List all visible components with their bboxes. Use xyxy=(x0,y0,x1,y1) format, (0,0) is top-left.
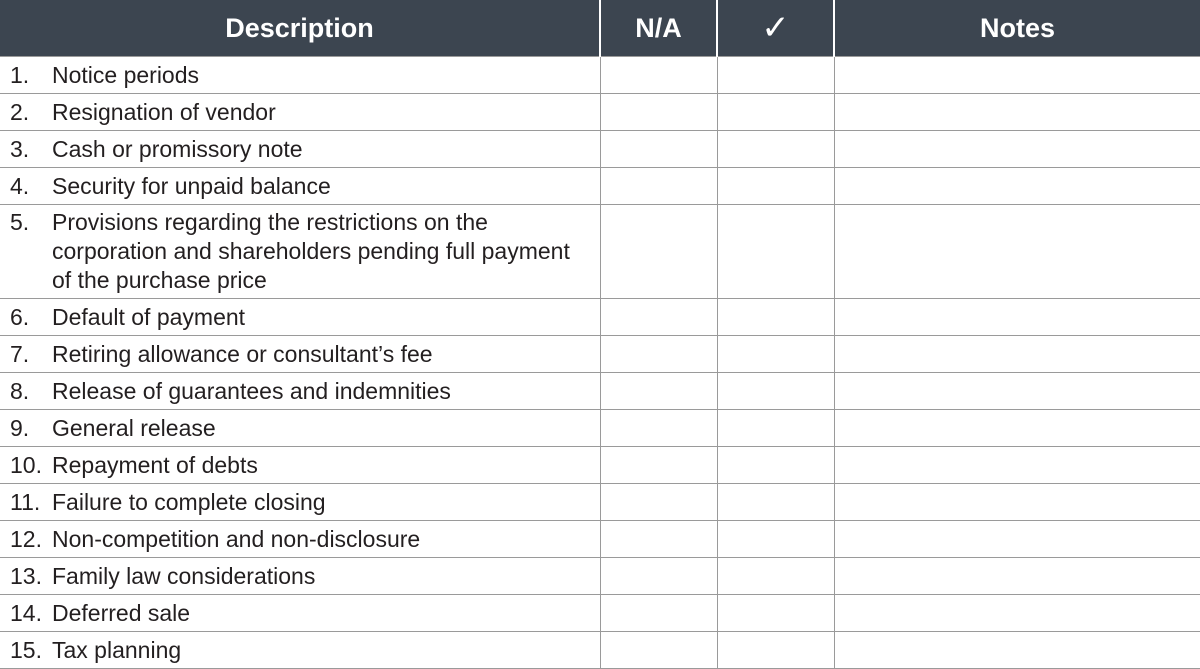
description-cell xyxy=(0,410,600,447)
na-cell[interactable] xyxy=(600,373,717,410)
item-number: 10. xyxy=(10,451,42,478)
item-number: 4. xyxy=(10,172,30,199)
item-description: Resignation of vendor xyxy=(52,98,276,125)
check-cell[interactable] xyxy=(717,131,834,168)
description-cell xyxy=(0,595,600,632)
na-cell[interactable] xyxy=(600,94,717,131)
table-body xyxy=(0,57,1200,669)
table-header xyxy=(0,0,1200,57)
na-cell[interactable] xyxy=(600,447,717,484)
checkmark-icon: ✓ xyxy=(761,7,790,48)
check-cell[interactable] xyxy=(717,336,834,373)
description-cell xyxy=(0,521,600,558)
check-cell[interactable] xyxy=(717,205,834,299)
na-cell[interactable] xyxy=(600,336,717,373)
table-row xyxy=(0,299,1200,336)
item-number: 12. xyxy=(10,525,42,552)
item-description: Deferred sale xyxy=(52,599,191,626)
description-cell xyxy=(0,168,600,205)
na-cell[interactable] xyxy=(600,205,717,299)
item-number: 8. xyxy=(10,377,30,404)
table-row xyxy=(0,558,1200,595)
item-description: General release xyxy=(52,414,216,441)
item-description: Non-competition and non-disclosure xyxy=(52,525,421,552)
description-cell xyxy=(0,373,600,410)
na-cell[interactable] xyxy=(600,484,717,521)
table-row xyxy=(0,57,1200,94)
notes-cell[interactable] xyxy=(834,373,1200,410)
check-cell[interactable] xyxy=(717,558,834,595)
item-number: 7. xyxy=(10,340,30,367)
description-cell xyxy=(0,131,600,168)
na-cell[interactable] xyxy=(600,595,717,632)
description-cell xyxy=(0,57,600,94)
check-cell[interactable] xyxy=(717,373,834,410)
check-cell[interactable] xyxy=(717,595,834,632)
table-row xyxy=(0,410,1200,447)
check-cell[interactable] xyxy=(717,299,834,336)
item-number: 5. xyxy=(10,209,30,235)
table-row xyxy=(0,447,1200,484)
notes-cell[interactable] xyxy=(834,484,1200,521)
na-cell[interactable] xyxy=(600,521,717,558)
item-description: Failure to complete closing xyxy=(52,488,326,515)
check-cell[interactable] xyxy=(717,521,834,558)
header-description: Description xyxy=(0,0,600,57)
item-description: Retiring allowance or consultant’s fee xyxy=(52,340,433,367)
item-number: 6. xyxy=(10,303,30,330)
notes-cell[interactable] xyxy=(834,94,1200,131)
item-description: Family law considerations xyxy=(52,562,316,589)
check-cell[interactable] xyxy=(717,57,834,94)
description-cell xyxy=(0,484,600,521)
table-row xyxy=(0,94,1200,131)
check-cell[interactable] xyxy=(717,447,834,484)
table-row xyxy=(0,521,1200,558)
item-number: 9. xyxy=(10,414,30,441)
description-cell xyxy=(0,447,600,484)
item-description: Cash or promissory note xyxy=(52,135,303,162)
header-check xyxy=(717,0,834,57)
notes-cell[interactable] xyxy=(834,447,1200,484)
item-number: 13. xyxy=(10,562,42,589)
check-cell[interactable] xyxy=(717,94,834,131)
na-cell[interactable] xyxy=(600,131,717,168)
table-row xyxy=(0,373,1200,410)
table-row xyxy=(0,595,1200,632)
notes-cell[interactable] xyxy=(834,131,1200,168)
notes-cell[interactable] xyxy=(834,57,1200,94)
header-notes: Notes xyxy=(834,0,1200,57)
item-number: 11. xyxy=(10,488,41,515)
description-cell xyxy=(0,299,600,336)
table-row xyxy=(0,168,1200,205)
check-cell[interactable] xyxy=(717,484,834,521)
description-cell xyxy=(0,632,600,669)
notes-cell[interactable] xyxy=(834,168,1200,205)
na-cell[interactable] xyxy=(600,632,717,669)
check-cell[interactable] xyxy=(717,410,834,447)
item-number: 2. xyxy=(10,98,30,125)
notes-cell[interactable] xyxy=(834,521,1200,558)
notes-cell[interactable] xyxy=(834,558,1200,595)
check-cell[interactable] xyxy=(717,632,834,669)
table-row xyxy=(0,484,1200,521)
item-description: Release of guarantees and indemnities xyxy=(52,377,451,404)
description-cell xyxy=(0,94,600,131)
table-row xyxy=(0,632,1200,669)
item-description: Repayment of debts xyxy=(52,451,258,478)
description-cell xyxy=(0,205,600,299)
item-number: 15. xyxy=(10,636,42,663)
item-description: Default of payment xyxy=(52,303,246,330)
item-description: Security for unpaid balance xyxy=(52,172,331,199)
na-cell[interactable] xyxy=(600,410,717,447)
na-cell[interactable] xyxy=(600,299,717,336)
header-row xyxy=(0,0,1200,57)
notes-cell[interactable] xyxy=(834,336,1200,373)
check-cell[interactable] xyxy=(717,168,834,205)
na-cell[interactable] xyxy=(600,558,717,595)
notes-cell[interactable] xyxy=(834,205,1200,299)
header-na: N/A xyxy=(600,0,717,57)
notes-cell[interactable] xyxy=(834,632,1200,669)
item-number: 1. xyxy=(10,61,30,88)
table-row xyxy=(0,131,1200,168)
na-cell[interactable] xyxy=(600,168,717,205)
table-row xyxy=(0,336,1200,373)
item-number: 3. xyxy=(10,135,30,162)
notes-cell[interactable] xyxy=(834,410,1200,447)
na-cell[interactable] xyxy=(600,57,717,94)
item-description: Tax planning xyxy=(52,636,182,663)
item-description: Notice periods xyxy=(52,61,200,88)
item-description: Provisions regarding the restrictions on the corporation and shareholders pending full payment of the purchase price xyxy=(52,209,570,293)
item-number: 14. xyxy=(10,599,42,626)
notes-cell[interactable] xyxy=(834,595,1200,632)
description-cell xyxy=(0,558,600,595)
description-cell xyxy=(0,336,600,373)
table-row xyxy=(0,205,1200,299)
notes-cell[interactable] xyxy=(834,299,1200,336)
